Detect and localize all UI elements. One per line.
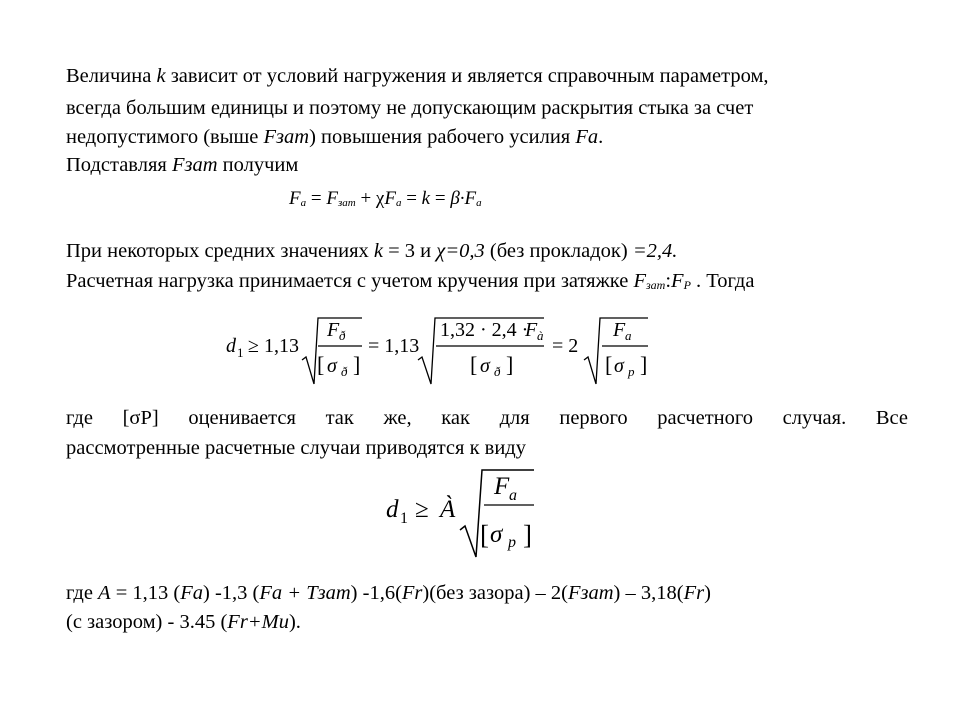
subscript: a — [476, 197, 482, 209]
bracket-left: [ — [480, 520, 489, 550]
bracket-left: [ — [317, 352, 325, 377]
text-span: ) — [704, 582, 711, 604]
equals-coefficient: = 1,13 — [368, 335, 420, 357]
subscript: a — [395, 197, 402, 209]
sigma-symbol: σ — [614, 355, 624, 377]
equals: = — [401, 188, 422, 209]
word-sigma-p: [σP] — [122, 407, 159, 429]
numerator-subscript: a — [509, 487, 517, 504]
var-fa: Fa — [575, 126, 599, 148]
bracket-right: ] — [523, 520, 532, 550]
text-span: всегда большим единицы и поэтому не допускающим раскрытия стыка за счет — [66, 97, 754, 119]
var-fa: Fa — [180, 582, 203, 604]
subscript: P — [683, 278, 691, 292]
bracket-right: ] — [506, 352, 514, 377]
f-symbol: F — [289, 188, 301, 209]
text-span: ) -1,6( — [350, 582, 402, 604]
text-span: ) – 3,18( — [613, 582, 684, 604]
d-subscript: 1 — [237, 345, 244, 360]
text-span: Величина — [66, 65, 157, 87]
word: так — [325, 407, 354, 429]
bracket-right: ] — [640, 352, 648, 377]
sigma-symbol: σ — [490, 521, 503, 548]
chi-symbol: χ — [375, 188, 385, 209]
var-fr-mu: Fr+Mu — [227, 611, 289, 633]
equals-two: = 2 — [552, 335, 579, 357]
f-symbol: F — [326, 188, 338, 209]
numerator-subscript: à — [537, 328, 544, 343]
var-fzat: Fзат — [567, 582, 614, 604]
var-k: k — [156, 65, 166, 87]
text-span: )(без зазора) – 2( — [422, 582, 568, 604]
numerator-text: 1,32 · 2,4 · — [440, 319, 529, 341]
word: для — [499, 407, 530, 429]
sigma-symbol: σ — [327, 355, 337, 377]
d-symbol: d — [226, 335, 236, 357]
f-symbol: F — [384, 188, 396, 209]
text-span: получим — [217, 154, 299, 176]
f-symbol: F — [671, 270, 684, 292]
text-span: Подставляя — [66, 154, 172, 176]
plus: + — [355, 188, 376, 209]
subscript: a — [300, 197, 307, 209]
word: первого — [559, 407, 628, 429]
var-a: A — [98, 582, 111, 604]
sigma-symbol: σ — [480, 355, 490, 377]
d-subscript: 1 — [400, 510, 408, 527]
bracket-left: [ — [470, 352, 478, 377]
equals: = — [430, 188, 451, 209]
geq-symbol: ≥ — [415, 496, 429, 523]
text-span: . — [598, 126, 604, 148]
d-symbol: d — [386, 496, 399, 523]
paragraph-5-line-2 — [66, 609, 301, 635]
word: где — [66, 407, 93, 429]
sigma-subscript: p — [508, 534, 516, 551]
text-span: = 1,13 ( — [110, 582, 181, 604]
numerator-subscript: a — [625, 328, 632, 343]
beta-f: β·F — [450, 188, 477, 209]
var-k: k — [373, 240, 383, 262]
var-fzat: Fзат — [171, 154, 218, 176]
subscript: зат — [337, 197, 356, 209]
numerator-f: F — [327, 319, 340, 341]
word: же, — [383, 407, 412, 429]
chi-value: χ=0,3 — [436, 240, 485, 262]
numerator-f: F — [525, 319, 538, 341]
var-fzat: Fзат — [263, 126, 310, 148]
equals: = — [306, 188, 327, 209]
var-fa-tzat: Fa + Tзат — [259, 582, 351, 604]
separator: : — [665, 270, 672, 292]
word: как — [441, 407, 470, 429]
text-span: = 3 и — [383, 240, 437, 262]
text-span: . Тогда — [690, 270, 755, 292]
word: расчетного — [657, 407, 754, 429]
word: Все — [875, 407, 908, 429]
var-fr: Fr — [401, 582, 423, 604]
numerator-subscript: ð — [339, 328, 346, 343]
text-span: зависит от условий нагружения и является справочным параметром, — [165, 65, 769, 87]
text-span: При некоторых средних значениях — [66, 240, 374, 262]
a-coefficient: À — [440, 496, 456, 523]
f-symbol: F — [633, 270, 646, 292]
paragraph-5-line-1 — [66, 580, 711, 606]
text-span: (без прокладок) — [484, 240, 633, 262]
text-span: (с зазором) - 3.45 ( — [66, 611, 228, 633]
text-span: ) повышения рабочего усилия — [309, 126, 576, 148]
sigma-subscript: p — [628, 364, 635, 379]
subscript: зат — [645, 278, 666, 292]
text-span: ) -1,3 ( — [203, 582, 260, 604]
numerator-f: F — [613, 319, 626, 341]
word: случая. — [782, 407, 847, 429]
result-value: =2,4. — [632, 240, 678, 262]
text-span: недопустимого (выше — [66, 126, 264, 148]
text-span: где — [66, 582, 99, 604]
sigma-subscript: ð — [341, 364, 348, 379]
word: оценивается — [188, 407, 296, 429]
geq-coefficient: ≥ 1,13 — [248, 335, 299, 357]
bracket-left: [ — [605, 352, 613, 377]
bracket-right: ] — [353, 352, 361, 377]
text-span: рассмотренные расчетные случаи приводятся к виду — [66, 437, 526, 459]
numerator-f: F — [494, 473, 510, 500]
var-k: k — [421, 188, 431, 209]
text-span: Расчетная нагрузка принимается с учетом кручения при затяжке — [66, 270, 634, 292]
text-span: ). — [288, 611, 301, 633]
sigma-subscript: ð — [494, 364, 501, 379]
var-fr: Fr — [683, 582, 705, 604]
